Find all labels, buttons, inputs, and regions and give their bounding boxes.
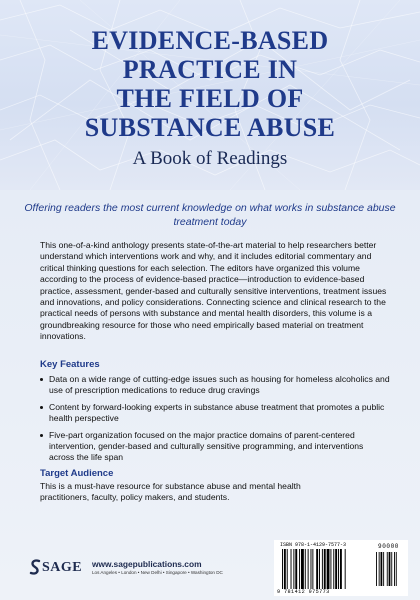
- barcode-bar: [311, 549, 312, 589]
- barcode-bar: [284, 549, 286, 589]
- barcode-bar: [295, 549, 297, 589]
- barcode-bar: [299, 549, 300, 589]
- barcode-bar: [391, 552, 392, 586]
- barcode-digits: 9 781412 975773: [277, 589, 330, 595]
- barcode-bar: [389, 552, 391, 586]
- barcode-bar: [338, 549, 339, 589]
- isbn-text: ISBN 978-1-4129-7577-3: [280, 542, 347, 548]
- barcode-bar: [301, 549, 304, 589]
- intro-paragraph: This one-of-a-kind anthology presents state-of-the-art material to help researchers better understand which interventions work and why, and it includes editorial commentary and critical thinking questions for each selection. The editors have organized this volume according to the process of evidence-based practice—introduction to evidence-based practice, assessment, gender-based and culturally sensitive interventions, treatment issues and innovations, and policy considerations. Connecting science and clinical research to the practical needs of persons with substance and mental health disorders, this volume is a groundbreaking resource for those who need empirically based material on treatment innovations.: [40, 240, 387, 342]
- publisher-website: www.sagepublications.com: [92, 559, 202, 569]
- key-features-heading: Key Features: [40, 359, 100, 370]
- barcode: [274, 540, 408, 596]
- barcode-bar: [291, 549, 292, 589]
- barcode-bar: [376, 552, 377, 586]
- list-item: Five-part organization focused on the major practice domains of parent-centered intervention, gender-based and culturally sensitive programming, and interventions across the life span: [40, 430, 390, 464]
- barcode-bar: [381, 552, 383, 586]
- barcode-bar: [287, 549, 288, 589]
- barcode-bars: [274, 540, 408, 596]
- tagline: Offering readers the most current knowledge on what works in substance abuse treatment today: [24, 202, 396, 228]
- cover-hero: [0, 0, 420, 190]
- list-item: Content by forward-looking experts in substance abuse treatment that promotes a public health perspective: [40, 402, 390, 425]
- barcode-bar: [394, 552, 395, 586]
- sage-swirl-icon: [28, 558, 42, 576]
- barcode-bar: [333, 549, 334, 589]
- target-audience-text: This is a must-have resource for substance abuse and mental health practitioners, faculty, policy makers, and students.: [40, 481, 301, 503]
- barcode-bar: [308, 549, 309, 589]
- barcode-bar: [387, 552, 388, 586]
- barcode-bar: [316, 549, 318, 589]
- target-audience-heading: Target Audience: [40, 468, 114, 479]
- book-subtitle: A Book of Readings: [132, 148, 288, 169]
- barcode-bar: [319, 549, 320, 589]
- title-line: EVIDENCE-BASED: [91, 26, 329, 55]
- barcode-bar: [327, 549, 330, 589]
- barcode-bar: [335, 549, 337, 589]
- barcode-bar: [322, 549, 323, 589]
- barcode-bar: [396, 552, 397, 586]
- list-item: Data on a wide range of cutting-edge issues such as housing for homeless alcoholics and use of prescription medications to reduce drug cravings: [40, 374, 390, 397]
- sage-logo: [28, 558, 88, 576]
- barcode-bar: [312, 549, 313, 589]
- barcode-bar: [293, 549, 294, 589]
- barcode-bar: [330, 549, 331, 589]
- publisher-cities: Los Angeles • London • New Delhi • Singapore • Washington DC: [92, 570, 223, 575]
- addon-digits: 90000: [378, 543, 400, 550]
- barcode-bar: [340, 549, 342, 589]
- title-line: SUBSTANCE ABUSE: [84, 113, 336, 142]
- barcode-bar: [345, 549, 346, 589]
- key-features-list: [40, 374, 390, 469]
- barcode-bar: [282, 549, 283, 589]
- barcode-bar: [324, 549, 326, 589]
- barcode-bar: [383, 552, 384, 586]
- barcode-bar: [379, 552, 380, 586]
- book-title: [0, 26, 420, 142]
- title-line: THE FIELD OF: [116, 84, 304, 113]
- title-line: PRACTICE IN: [122, 55, 298, 84]
- logo-text: SAGE: [42, 560, 83, 575]
- barcode-bar: [305, 549, 306, 589]
